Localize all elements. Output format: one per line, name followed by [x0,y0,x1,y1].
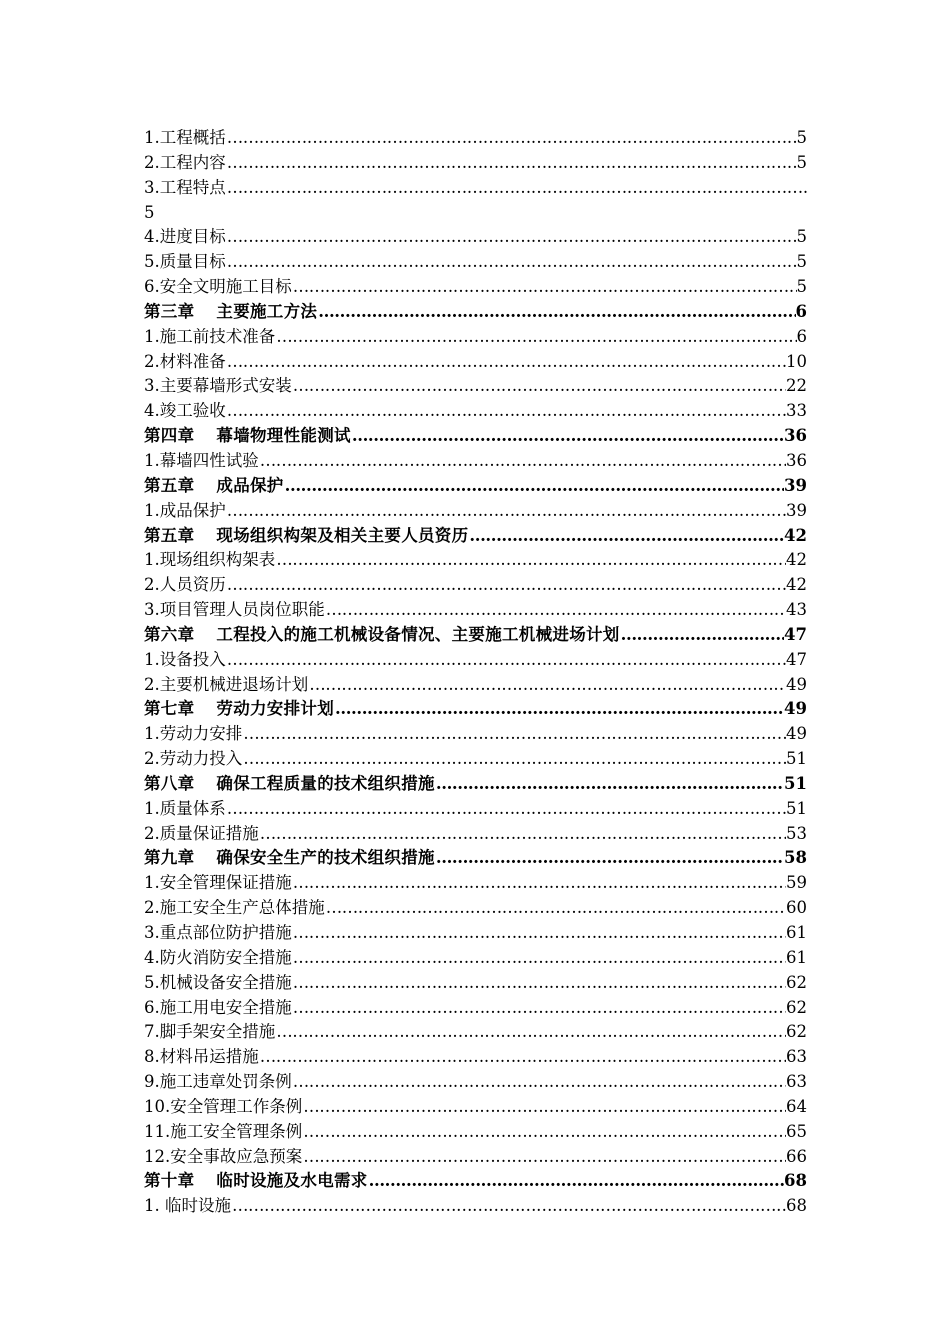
toc-page-number: 61 [786,923,807,942]
toc-chapter[interactable] [144,1169,807,1194]
toc-entry-label: 2.施工安全生产总体措施 [144,898,325,918]
toc-chapter[interactable] [144,524,807,549]
toc-entry[interactable] [144,573,807,598]
toc-entry-continuation [144,201,807,226]
dot-leader [226,399,786,424]
chapter-number: 第五章 [144,475,195,495]
toc-entry[interactable] [144,225,807,250]
dot-leader [302,1120,786,1145]
toc-entry-label: 2.劳动力投入 [144,749,243,769]
toc-page-number: 49 [786,724,807,744]
dot-leader [242,722,786,747]
toc-page-number: 53 [786,823,807,843]
toc-page-number: 36 [784,426,807,446]
toc-entry-label: 3.主要幕墙形式安装 [144,376,292,396]
toc-entry[interactable] [144,250,807,275]
toc-page-number: 66 [786,1146,807,1166]
dot-leader [292,275,797,300]
toc-page-number: 60 [786,898,807,918]
toc-entry-label: 3.工程特点 [144,177,226,197]
toc-page-number: 51 [786,798,807,818]
dot-leader [226,126,797,151]
dot-leader [292,871,786,896]
toc-entry-label: 1.劳动力安排 [144,724,243,744]
toc-entry-label: 2.质量保证措施 [144,823,259,843]
toc-page-number: 62 [786,997,807,1017]
toc-entry[interactable] [144,449,807,474]
dot-leader [226,797,786,822]
toc-page-number: 6 [796,326,807,346]
toc-page-number: 5 [796,128,807,147]
toc-entry[interactable] [144,325,807,350]
chapter-number: 第九章 [144,848,195,868]
toc-entry[interactable] [144,1194,807,1219]
chapter-title: 确保工程质量的技术组织措施 [216,773,435,793]
toc-chapter-heading [144,300,317,325]
dot-leader [334,697,784,722]
dot-leader [231,1194,786,1219]
toc-entry-label: 2.主要机械进退场计划 [144,674,309,694]
toc-chapter[interactable] [144,846,807,871]
chapter-number: 第十章 [144,1171,195,1191]
toc-entry-label: 2.材料准备 [144,351,226,371]
toc-page-number: 65 [786,1121,807,1141]
dot-leader [226,499,786,524]
toc-entry-label: 3.重点部位防护措施 [144,923,292,942]
toc-page-number: 68 [784,1171,807,1191]
dot-leader [275,548,786,573]
toc-page-number: 39 [786,500,807,520]
dot-leader [435,772,784,797]
toc-page-number: 63 [786,1072,807,1092]
toc-entry-label: 1.工程概括 [144,128,226,147]
dot-leader [226,573,786,598]
toc-page-number: 49 [784,699,807,719]
toc-entry-label: 10.安全管理工作条例 [144,1096,303,1116]
toc-entry[interactable] [144,797,807,822]
toc-entry[interactable] [144,374,807,399]
dot-leader [292,921,786,946]
toc-page-number: 42 [784,525,807,545]
dot-leader [620,623,784,648]
toc-page-number: 42 [786,550,807,570]
dot-leader [226,250,797,275]
toc-entry[interactable] [144,151,807,176]
toc-entry[interactable] [144,1095,807,1120]
dot-leader [226,225,797,250]
toc-entry-label: 12.安全事故应急预案 [144,1146,303,1166]
toc-page-number: 47 [784,624,807,644]
toc-entry-label: 7.脚手架安全措施 [144,1022,276,1042]
toc-page-number: 61 [786,947,807,967]
toc-page-number: 62 [786,972,807,992]
toc-entry-label: 6.施工用电安全措施 [144,997,292,1017]
toc-chapter[interactable] [144,474,807,499]
toc-entry-label: 4.竣工验收 [144,401,226,421]
toc-entry-label: 1.安全管理保证措施 [144,873,292,893]
toc-entry-label: 5.质量目标 [144,252,226,272]
chapter-title: 主要施工方法 [216,301,318,321]
toc-entry-label: 3.项目管理人员岗位职能 [144,600,325,620]
chapter-number: 第七章 [144,699,195,719]
toc-page-number: 33 [786,401,807,421]
toc-entry[interactable] [144,350,807,375]
dot-leader [292,374,786,399]
toc-entry-label: 11.施工安全管理条例 [144,1121,303,1141]
chapter-number: 第五章 [144,525,195,545]
toc-page-number: 43 [786,600,807,620]
dot-leader [435,846,784,871]
toc-page-number: 58 [784,848,807,868]
toc-page-number: 49 [786,674,807,694]
toc-page-number: 68 [786,1196,807,1216]
toc-chapter-heading [144,474,284,499]
toc-page-number: 5 [796,152,807,172]
dot-leader [325,896,786,921]
dot-leader [259,1045,786,1070]
toc-entry-label: 4.进度目标 [144,227,226,247]
toc-page-number: 5 [796,227,807,247]
dot-leader [302,1145,786,1170]
toc-page-number: 47 [786,649,807,669]
toc-entry[interactable] [144,747,807,772]
dot-leader [292,1070,786,1095]
toc-page-number: 36 [786,450,807,470]
toc-chapter[interactable] [144,424,807,449]
dot-leader [302,1095,786,1120]
toc-entry[interactable] [144,722,807,747]
toc-chapter-heading [144,772,435,797]
toc-entry[interactable] [144,598,807,623]
toc-entry[interactable] [144,1145,807,1170]
dot-leader [275,325,796,350]
toc-entry-label: 1.设备投入 [144,649,226,669]
toc-chapter-heading [144,846,435,871]
toc-chapter[interactable] [144,623,807,648]
dot-leader [325,598,786,623]
toc-chapter-heading [144,424,351,449]
toc-page-number: 63 [786,1047,807,1067]
dot-leader [292,946,786,971]
toc-entry[interactable] [144,1070,807,1095]
dot-leader [284,474,784,499]
toc-chapter-heading [144,623,620,648]
toc-chapter[interactable] [144,697,807,722]
dot-leader [275,1020,786,1045]
toc-entry-label: 1.现场组织构架表 [144,550,276,570]
toc-entry-label: 2.工程内容 [144,152,226,172]
toc-chapter[interactable] [144,772,807,797]
dot-leader [259,822,786,847]
toc-chapter-heading [144,1169,368,1194]
dot-leader [351,424,784,449]
toc-chapter[interactable] [144,300,807,325]
toc-entry-label: 1.成品保护 [144,500,226,520]
toc-entry[interactable] [144,176,807,201]
toc-entry-label: 1.施工前技术准备 [144,326,276,346]
dot-leader [317,300,795,325]
toc-entry-label: 1. 临时设施 [144,1196,231,1216]
toc-page-number: 39 [784,475,807,495]
toc-page-number: 22 [786,376,807,396]
toc-entry[interactable] [144,971,807,996]
toc-page-number: 64 [786,1096,807,1116]
chapter-title: 幕墙物理性能测试 [216,426,351,446]
toc-entry[interactable] [144,996,807,1021]
toc-entry-label: 2.人员资历 [144,575,226,595]
toc-entry-label: 1.质量体系 [144,798,226,818]
toc-entry[interactable] [144,1045,807,1070]
toc-page-number: 5 [796,252,807,272]
toc-chapter-heading [144,697,334,722]
dot-leader [259,449,786,474]
chapter-title: 现场组织构架及相关主要人员资历 [216,525,469,545]
toc-page-number: 51 [786,749,807,769]
toc-entry[interactable] [144,1120,807,1145]
dot-leader [226,648,786,673]
toc-entry[interactable] [144,673,807,698]
toc-page-number: 62 [786,1022,807,1042]
chapter-title: 工程投入的施工机械设备情况、主要施工机械进场计划 [216,624,620,644]
toc-entry[interactable] [144,1020,807,1045]
toc-entry-label: 4.防火消防安全措施 [144,947,292,967]
toc-entry[interactable] [144,499,807,524]
toc-entry[interactable] [144,399,807,424]
toc-entry[interactable] [144,946,807,971]
toc-entry[interactable] [144,648,807,673]
chapter-title: 确保安全生产的技术组织措施 [216,848,435,868]
toc-entry[interactable] [144,822,807,847]
toc-page-number: 6 [795,301,807,321]
toc-page-number: 5 [796,277,807,297]
toc-entry[interactable] [144,548,807,573]
toc-page-number: 51 [784,773,807,793]
chapter-number: 第八章 [144,773,195,793]
dot-leader [226,350,786,375]
chapter-number: 第三章 [144,301,195,321]
toc-chapter-heading [144,524,468,549]
chapter-number: 第四章 [144,426,195,446]
toc-page-number: 5 [144,202,155,222]
toc-entry[interactable] [144,126,807,151]
toc-page-number: 59 [786,873,807,893]
toc-entry-label: 8.材料吊运措施 [144,1047,259,1067]
toc-entry-label: 5.机械设备安全措施 [144,972,292,992]
toc-page-number: 10 [786,351,807,371]
toc-entry[interactable] [144,275,807,300]
dot-leader [226,151,797,176]
dot-leader [368,1169,784,1194]
toc-entry-label: 1.幕墙四性试验 [144,450,259,470]
dot-leader [292,971,786,996]
toc-entry[interactable] [144,871,807,896]
toc-entry[interactable] [144,896,807,921]
toc-page-number: 42 [786,575,807,595]
chapter-title: 临时设施及水电需求 [216,1171,368,1191]
table-of-contents [144,126,807,1219]
toc-entry[interactable] [144,921,807,946]
toc-entry-label: 6.安全文明施工目标 [144,277,292,297]
toc-entry-label: 9.施工违章处罚条例 [144,1072,292,1092]
dot-leader [226,176,807,201]
chapter-title: 成品保护 [216,475,284,495]
chapter-title: 劳动力安排计划 [216,699,335,719]
dot-leader [292,996,786,1021]
dot-leader [308,673,786,698]
dot-leader [468,524,784,549]
dot-leader [242,747,786,772]
chapter-number: 第六章 [144,624,195,644]
